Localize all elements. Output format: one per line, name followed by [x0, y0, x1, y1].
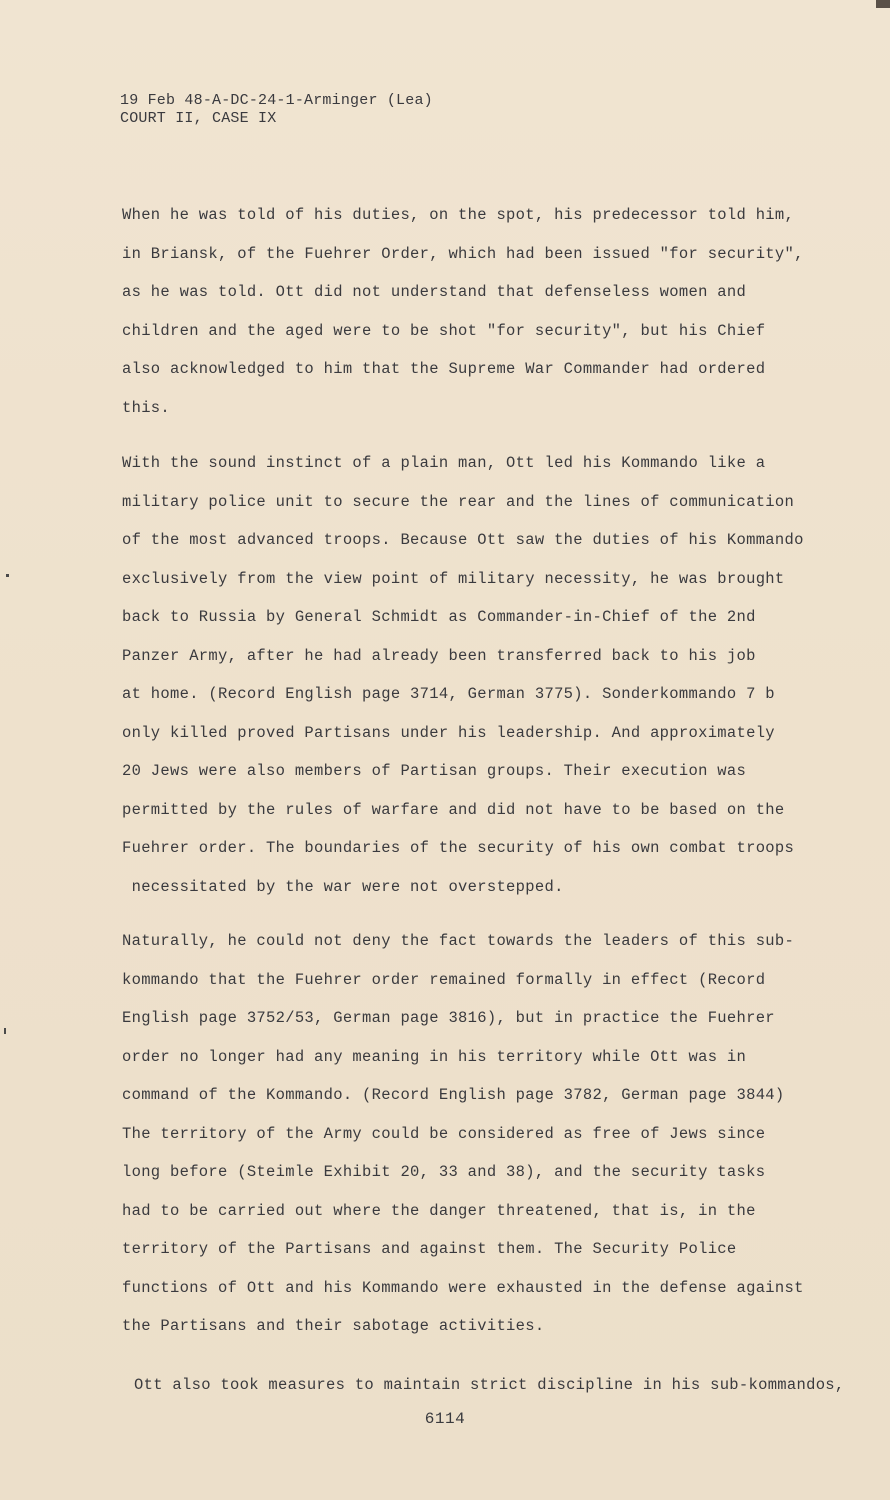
document-header — [120, 92, 433, 128]
text-line: of the most advanced troops. Because Ott saw the duties of his Kommando — [122, 531, 804, 549]
text-line: permitted by the rules of warfare and did not have to be based on the — [122, 800, 785, 819]
text-line: functions of Ott and his Kommando were exhausted in the defense against — [122, 1278, 804, 1297]
header-reference-line: 19 Feb 48-A-DC-24-1-Arminger (Lea) — [120, 92, 433, 109]
text-line: in Briansk, of the Fuehrer Order, which had been issued "for security", — [122, 244, 804, 263]
text-line: The territory of the Army could be considered as free of Jews since — [122, 1124, 766, 1143]
text-line: English page 3752/53, German page 3816), but in practice the Fuehrer — [122, 1009, 775, 1027]
text-line: exclusively from the view point of military necessity, he was brought — [122, 569, 785, 588]
text-line: order no longer had any meaning in his territory while Ott was in — [122, 1047, 747, 1066]
paragraph-2 — [122, 444, 832, 906]
text-line: had to be carried out where the danger threatened, that is, in the — [122, 1201, 756, 1220]
paragraph-1 — [122, 196, 832, 427]
text-line: as he was told. Ott did not understand that defenseless women and — [122, 283, 747, 301]
page-number: 6114 — [424, 1410, 466, 1428]
text-line: this. — [122, 398, 171, 417]
header-court-line: COURT II, CASE IX — [120, 110, 277, 127]
text-line: only killed proved Partisans under his leadership. And approximately — [122, 723, 775, 742]
text-line: military police unit to secure the rear and the lines of communication — [122, 492, 795, 511]
text-line: Panzer Army, after he had already been transferred back to his job — [122, 646, 756, 665]
margin-mark — [6, 574, 9, 577]
text-line: When he was told of his duties, on the spot, his predecessor told him, — [122, 206, 795, 224]
text-line: Ott also took measures to maintain strict discipline in his sub-kommandos, — [134, 1376, 845, 1394]
paragraph-4 — [134, 1366, 844, 1405]
text-line: Fuehrer order. The boundaries of the security of his own combat troops — [122, 839, 795, 857]
text-line: also acknowledged to him that the Supreme War Commander had ordered — [122, 360, 766, 378]
text-line: territory of the Partisans and against them. The Security Police — [122, 1240, 737, 1258]
text-line: long before (Steimle Exhibit 20, 33 and 38), and the security tasks — [122, 1163, 766, 1181]
margin-mark — [4, 1028, 6, 1034]
text-line: necessitated by the war were not overstepped. — [122, 877, 564, 896]
text-line: command of the Kommando. (Record English page 3782, German page 3844) — [122, 1086, 785, 1104]
text-line: 20 Jews were also members of Partisan groups. Their execution was — [122, 762, 747, 780]
text-line: the Partisans and their sabotage activities. — [122, 1317, 545, 1335]
paragraph-3 — [122, 922, 832, 1346]
text-line: With the sound instinct of a plain man, Ott led his Kommando like a — [122, 454, 766, 472]
text-line: Naturally, he could not deny the fact towards the leaders of this sub- — [122, 932, 795, 950]
text-line: at home. (Record English page 3714, German 3775). Sonderkommando 7 b — [122, 685, 775, 703]
text-line: back to Russia by General Schmidt as Commander-in-Chief of the 2nd — [122, 608, 756, 626]
text-line: kommando that the Fuehrer order remained formally in effect (Record — [122, 970, 766, 989]
corner-mark — [876, 0, 890, 8]
text-line: children and the aged were to be shot "for security", but his Chief — [122, 321, 766, 340]
